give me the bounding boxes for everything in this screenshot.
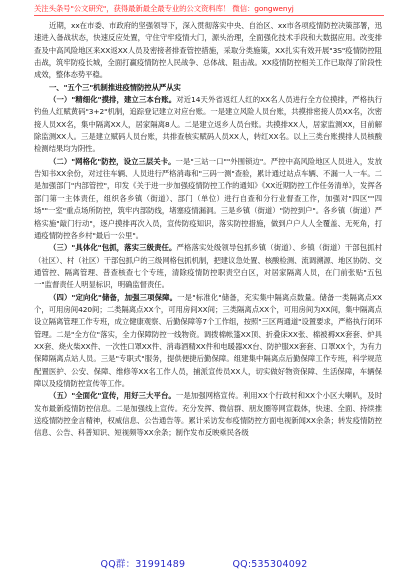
subsection-4 <box>34 292 382 391</box>
subsection-2-title: （二）"网格化"防控，设立三层关卡。 <box>49 156 176 166</box>
intro-paragraph: 近期，xx在市委、市政府的坚强领导下，深入贯彻落实中央、自治区、xx市各项疫情防控决策部署，迅速进入备战状态，快速反应处置，守住守牢疫情大门，源头治理，全面强化技术手段和大数据应用。改变排查及中高风险地区来XX返XX人员及密接者排查管控措施，采取分类施策，XX扎实有效开展"3S"疫情防控阻击战，筑牢防疫长城，全面打赢疫情防控人民战争、总体战、阻击战。XX疫情防控相关工作已取得了阶段性成效，整体态势平稳。 <box>34 21 382 80</box>
qq-group-label: QQ群：31991489 <box>100 559 186 570</box>
section-heading-1 <box>34 82 382 94</box>
contact-footer <box>0 556 408 570</box>
qq-label: QQ:535304092 <box>232 559 308 570</box>
subsection-3 <box>34 242 382 291</box>
subsection-5-title: （五）"全面化"宣传，用好三大平台。 <box>49 391 176 401</box>
document-body <box>34 20 382 440</box>
subsection-3-title: （三）"具体化"包抓，落实三级责任。 <box>49 243 177 253</box>
subsection-1-body: 对近14天外省返红人红的XX名人员进行全方位摸排，严格执行钓鱼人红赋黄码"3+2"机制，追踪登记建立对应台账。一是建立风险人员台账，共摸排密接人员XX名，次密接人员XX名，集中隔离XX人，居家隔离8人。二是建立返乡人员台账。共摸排XX人，居家监测XX，目前解除监测XX人。三是建立赋码人员台账，共排查核实赋码人员XX人，转红XX名。以上三类台账摸排人员核酸检测结果均为阴性。 <box>34 95 383 154</box>
subsection-1-title: （一）"精细化"摸排，建立三本台账。 <box>49 95 177 105</box>
promo-banner[interactable]: 关注头条号"公文研究"，获得最新最全最专业的公文资料库！ 微信：gongwenyj <box>34 4 294 13</box>
subsection-3-body: 严格落实处级领导包抓乡镇（街道）、乡镇（街道）干部包抓村（社区）、村（社区）干部包抓户的三级网格包抓机制，把建议急处置、核酸检测、流调溯源、地区协防、交通管控、隔离管理、普查核查七个专班，清除疫情防控职责空白区，对居家隔离人员，在门前张贴"五包一"监督责任人明显标识，明确监督责任。 <box>34 243 382 290</box>
subsection-4-body: 一是"标准化"储备，充实集中隔离点数量。储备一类隔离点XX个，可用房间420间；二类隔离点XX个，可用房间XX间；三类隔离点XX个，可用房间为XX间，集中隔离点设立隔离管理工作专班，成立健康观察、后勤保障等7个工作组，按照"三区两通道"设置要求，严格执行闭环管理。二是"全方位"落实，全力保障防控一线物资。调拨棉帐篷XX顶、折叠床XX张、棉被褥XX套套、炉具XX套、烧火柴XX件、一次性口罩XX件、消毒酒精XX件和电暖器XX台、防护服XX套套、口罩XX个，为有力保障隔离点站人员。三是"专职式"服务，提供便捷后勤保障。组建集中隔离点后勤保障工作专班，科学规范配置医护、公安、保障、维修等XX名工作人员，捕派宣传员XX人，切实做好物资保障、生活保障，车辆保障以及疫情防控宣传等工作。 <box>34 292 383 388</box>
banner-underline <box>34 15 384 16</box>
subsection-5 <box>34 390 382 439</box>
section-heading-text: 一、"五个三"机制推进疫情防控从严从实 <box>49 82 181 92</box>
subsection-4-title: （四）"定向化"储备，加强三项保障。 <box>49 292 178 302</box>
subsection-2 <box>34 156 382 242</box>
subsection-2-body: 一是"三站一口""外围锁边"。严控中高风险地区人员进入，发放告知书XX余份，对过往车辆、人员进行严格消毒和"三码一测"查验，累计通过站点车辆、不漏一人一车。二是加强部门"内部管控"，印发《关于进一步加强疫情防控工作的通知》《XX近期防控工作任务清单》，发挥各部门第一主体责任，组织各乡镇（街道）、部门（单位）进行自查和分行业督查工作，加强对"四区""四场""一室"重点场所防控，筑牢内部防线，堵塞疫情漏洞。三是乡镇（街道）"防控到户"。各乡镇（街道）严格实施"敲门行动"，逐户摸排再次入员，宣传防疫知识，落实防控措施，做到户户人人全覆盖、无死角，打通疫情防控各乡村"最后一公里"。 <box>34 156 383 240</box>
subsection-1 <box>34 94 382 156</box>
subsection-5-body: 一是加强网格宣传。利用XX个行政村和XX个小区大喇叭，及时发布最新疫情防控信息。二是加强线上宣传。充分发挥、微信群、朋友圈等网宣载体，快速、全面、持续推送疫情防控金言精神，权威信息、公告通告等。累计采访发布疫情防控方面电视新闻XX余条；转发疫情防控信息、公告、科普知识、短视频等XX余条；制作发布反映乘民各级 <box>34 391 383 438</box>
